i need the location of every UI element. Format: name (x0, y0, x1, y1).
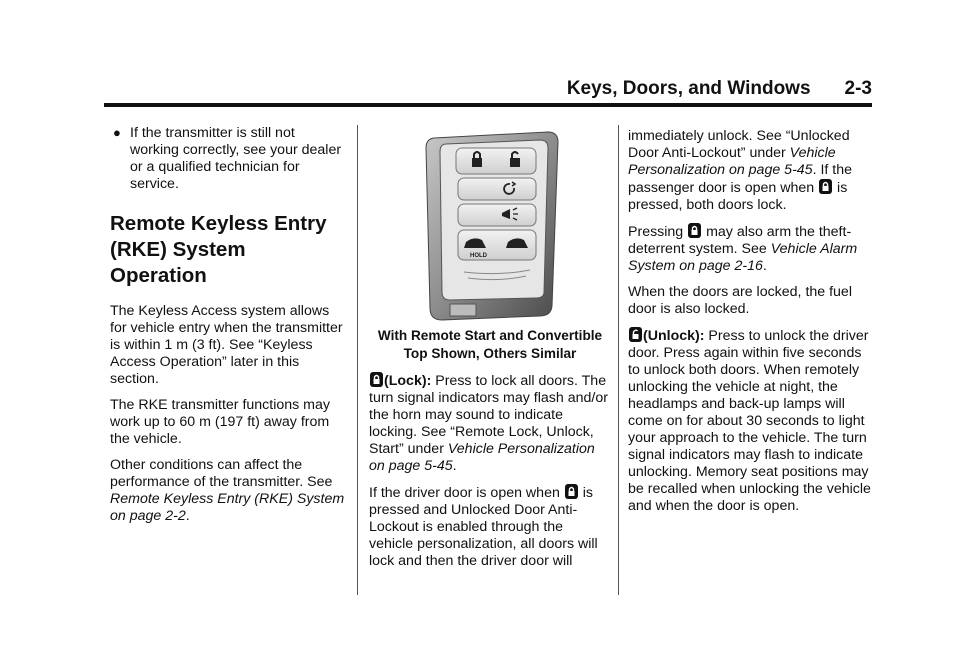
page-header (104, 78, 872, 102)
header-rule (104, 103, 872, 107)
paragraph: When the doors are locked, the fuel door is also locked. (628, 284, 852, 317)
unlock-term: (Unlock): (643, 328, 705, 344)
lock-term: (Lock): (384, 373, 432, 389)
fob-button (456, 148, 536, 174)
paragraph: The Keyless Access system allows for vehicle entry when the transmitter is within 1 m (3 ft). See “Keyless Access Operation” later in this section. (110, 303, 343, 387)
paragraph-text: Press to unlock the driver door. Press again within five seconds to unlock both doors. When remotely unlocking the vehicle at night, the headlamps and back-up lamps will come on for about 30 seconds to light your approach to the vehicle. The turn signal indicators may flash to indicate unlocking. Memory seat positions may be recalled when unlocking the vehicle and when the door is open. (628, 328, 871, 514)
paragraph (628, 128, 876, 214)
section-heading: Remote Keyless Entry (RKE) System Operation (110, 212, 327, 287)
column-divider (618, 125, 619, 595)
paragraph-text: . (762, 258, 767, 274)
paragraph-text: is pressed, both doors lock. (628, 180, 848, 213)
paragraph-text: . (185, 508, 190, 524)
unlock-icon (629, 327, 642, 342)
fob-button (458, 204, 536, 226)
paragraph-text: may also arm the theft-deterrent system. See (628, 224, 852, 257)
column-right (628, 128, 876, 524)
paragraph-text: Pressing (628, 224, 688, 240)
bullet-item (110, 125, 346, 193)
paragraph-text: . (452, 458, 457, 474)
key-release (450, 304, 476, 316)
hold-label: HOLD (470, 253, 487, 259)
paragraph-text: Other conditions can affect the performance of the transmitter. See (110, 457, 333, 490)
cross-reference: Vehicle Personalization on page 5-45 (628, 145, 836, 178)
section-title: Keys, Doors, and Windows (566, 78, 811, 99)
lock-description (369, 372, 611, 475)
bullet-text: If the transmitter is still not working correctly, see your dealer or a qualified technician for service. (130, 125, 342, 192)
paragraph-text: . If the passenger door is open when (628, 162, 853, 196)
fob-button (458, 178, 536, 200)
bullet-icon: ● (113, 125, 121, 140)
figure-caption: With Remote Start and Convertible Top Shown, Others Similar (377, 328, 603, 361)
paragraph (369, 484, 611, 570)
paragraph-text: immediately unlock. See “Unlocked Door Anti-Lockout” under (628, 128, 850, 161)
column-middle (369, 327, 611, 579)
paragraph-text: If the driver door is open when (369, 485, 564, 501)
lock-icon (819, 179, 832, 194)
page-number: 2-3 (844, 78, 872, 99)
lock-icon (565, 484, 578, 499)
column-divider (357, 125, 358, 595)
column-left (110, 125, 346, 534)
paragraph-text: Press to lock all doors. The turn signal indicators may flash and/or the horn may sound to indicate locking. See “Remote Lock, Unlock, Start” under (369, 373, 608, 457)
key-fob-illustration (420, 130, 562, 322)
cross-reference: Vehicle Alarm System on page 2-16 (628, 241, 858, 274)
lock-icon (688, 223, 701, 238)
paragraph (110, 457, 346, 525)
cross-reference: Vehicle Personalization on page 5-45 (369, 441, 595, 474)
paragraph (628, 223, 876, 275)
paragraph-text: is pressed and Unlocked Door Anti-Lockout is enabled through the vehicle personalization, all doors will lock and then the driver door will (369, 485, 598, 569)
unlock-description (628, 327, 876, 515)
lock-icon (370, 372, 383, 387)
cross-reference: Remote Keyless Entry (RKE) System on page 2-2 (110, 491, 345, 524)
paragraph: The RKE transmitter functions may work up to 60 m (197 ft) away from the vehicle. (110, 397, 330, 447)
